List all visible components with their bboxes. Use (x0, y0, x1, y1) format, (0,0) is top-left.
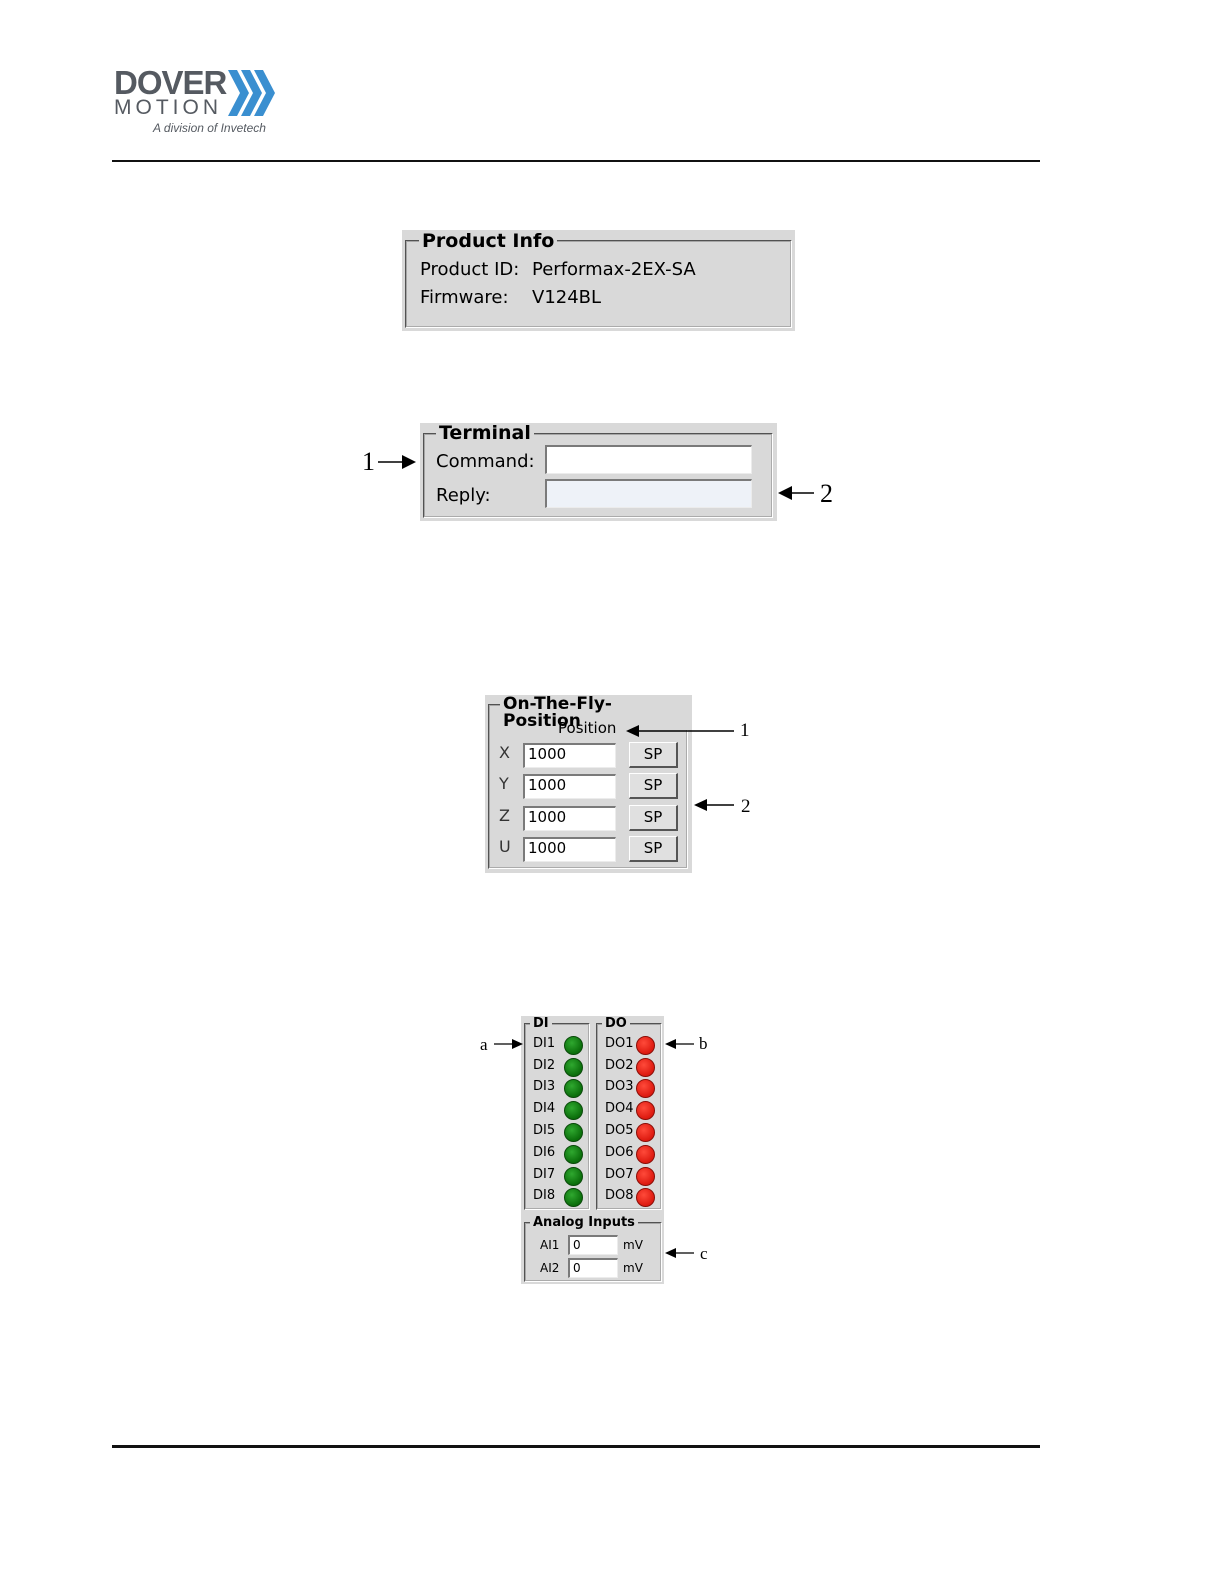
ai1-label: AI1 (540, 1238, 560, 1252)
terminal-title: Terminal (436, 424, 534, 443)
product-info-panel (402, 230, 795, 331)
product-info-title: Product Info (419, 232, 557, 251)
do7-led-toggle[interactable] (636, 1167, 655, 1186)
io-callout-c: c (700, 1244, 708, 1263)
axis-u-sp-button[interactable]: SP (629, 836, 678, 862)
terminal-callout-2: 2 (820, 479, 833, 508)
analog-inputs-title: Analog Inputs (530, 1216, 638, 1229)
do5-label: DO5 (605, 1123, 634, 1138)
di2-label: DI2 (533, 1058, 556, 1073)
firmware-value: V124BL (532, 287, 602, 308)
axis-y-label: Y (499, 774, 509, 793)
di6-label: DI6 (533, 1145, 556, 1160)
di4-led-indicator (564, 1101, 583, 1120)
product-id-value: Performax-2EX-SA (532, 259, 696, 280)
arrow-left-icon (665, 1036, 695, 1052)
chevron-logo-icon (228, 68, 278, 118)
arrow-left-icon (665, 1245, 695, 1261)
axis-y-sp-button[interactable]: SP (629, 773, 678, 799)
axis-z-input[interactable]: 1000 (523, 806, 616, 831)
do4-led-toggle[interactable] (636, 1101, 655, 1120)
io-callout-a: a (480, 1035, 488, 1054)
axis-x-label: X (499, 743, 510, 762)
di8-led-indicator (564, 1188, 583, 1207)
do5-led-toggle[interactable] (636, 1123, 655, 1142)
command-label: Command: (436, 451, 535, 472)
do6-label: DO6 (605, 1145, 634, 1160)
arrow-left-icon (694, 796, 736, 814)
do2-label: DO2 (605, 1058, 634, 1073)
di4-label: DI4 (533, 1101, 556, 1116)
do1-label: DO1 (605, 1036, 634, 1051)
axis-z-sp-button[interactable]: SP (629, 805, 678, 831)
terminal-callout-1: 1 (362, 447, 375, 476)
axis-u-label: U (499, 837, 511, 856)
do1-led-toggle[interactable] (636, 1036, 655, 1055)
di7-led-indicator (564, 1167, 583, 1186)
do3-label: DO3 (605, 1079, 634, 1094)
arrow-left-icon (626, 722, 736, 740)
footer-rule (112, 1445, 1040, 1448)
di7-label: DI7 (533, 1167, 556, 1182)
di8-label: DI8 (533, 1188, 556, 1203)
di5-label: DI5 (533, 1123, 556, 1138)
otf-callout-1: 1 (740, 720, 750, 741)
logo-word-motion: MOTION (114, 96, 222, 119)
di6-led-indicator (564, 1145, 583, 1164)
reply-label: Reply: (436, 485, 491, 506)
logo-tagline: A division of Invetech (153, 121, 266, 135)
command-input[interactable] (545, 445, 752, 474)
do8-label: DO8 (605, 1188, 634, 1203)
io-callout-b: b (699, 1034, 708, 1053)
do-title: DO (602, 1017, 630, 1030)
do2-led-toggle[interactable] (636, 1058, 655, 1077)
ai2-value-field: 0 (568, 1258, 618, 1278)
product-id-label: Product ID: (420, 259, 520, 280)
di1-led-indicator (564, 1036, 583, 1055)
di-title: DI (530, 1017, 552, 1030)
ai1-unit: mV (623, 1238, 643, 1252)
do7-label: DO7 (605, 1167, 634, 1182)
reply-output (545, 479, 752, 508)
do3-led-toggle[interactable] (636, 1079, 655, 1098)
firmware-label: Firmware: (420, 287, 509, 308)
axis-x-sp-button[interactable]: SP (629, 742, 678, 768)
do4-label: DO4 (605, 1101, 634, 1116)
header-rule (112, 160, 1040, 162)
ai2-label: AI2 (540, 1261, 560, 1275)
do8-led-toggle[interactable] (636, 1188, 655, 1207)
arrow-left-icon (778, 483, 818, 503)
di3-led-indicator (564, 1079, 583, 1098)
do6-led-toggle[interactable] (636, 1145, 655, 1164)
axis-x-input[interactable]: 1000 (523, 743, 616, 768)
otf-callout-2: 2 (741, 796, 751, 817)
arrow-right-icon (494, 1036, 524, 1052)
arrow-right-icon (378, 452, 418, 472)
di3-label: DI3 (533, 1079, 556, 1094)
ai1-value-field: 0 (568, 1235, 618, 1255)
axis-u-input[interactable]: 1000 (523, 837, 616, 862)
io-panel (521, 1016, 664, 1284)
otf-position-title: On-The-Fly-Position (500, 696, 692, 730)
axis-y-input[interactable]: 1000 (523, 774, 616, 799)
di2-led-indicator (564, 1058, 583, 1077)
ai2-unit: mV (623, 1261, 643, 1275)
di5-led-indicator (564, 1123, 583, 1142)
terminal-panel (420, 423, 777, 521)
position-column-header: Position (558, 719, 617, 737)
di1-label: DI1 (533, 1036, 556, 1051)
logo-word-dover: DOVER (114, 64, 227, 101)
axis-z-label: Z (499, 806, 510, 825)
product-info-group (405, 240, 792, 328)
